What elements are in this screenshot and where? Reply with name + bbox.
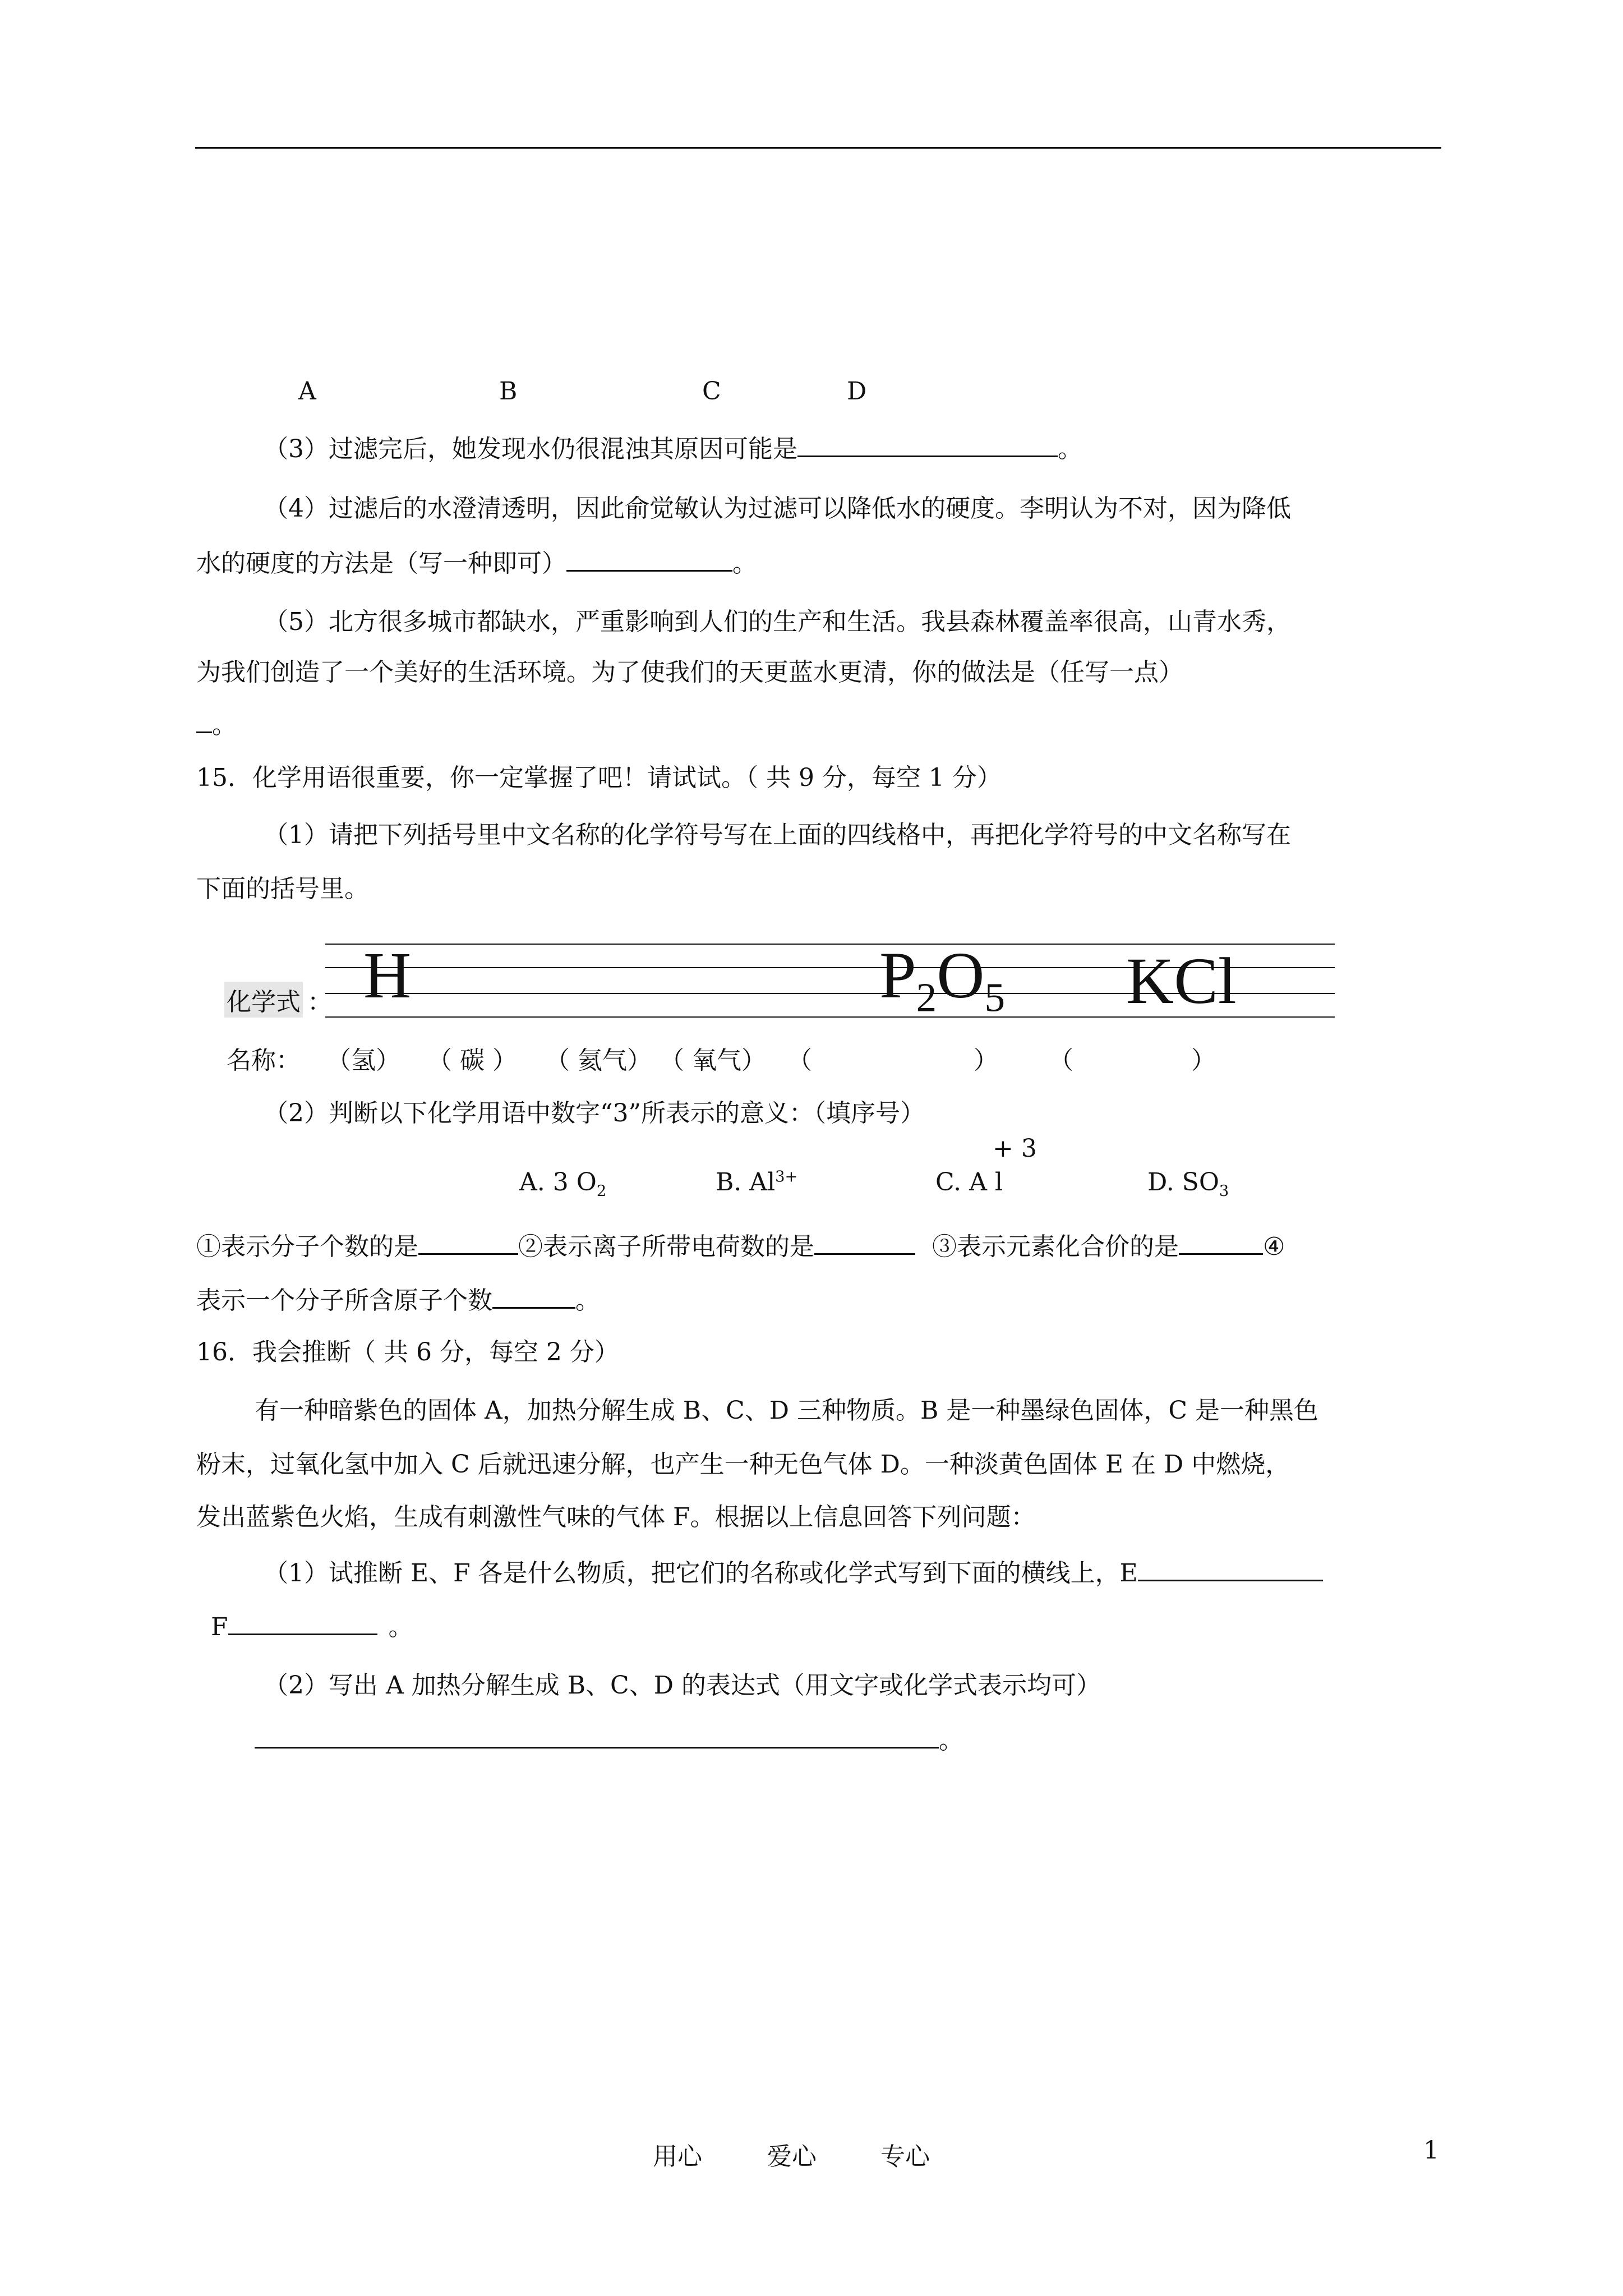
name-blank1-open[interactable]: （ bbox=[787, 1046, 812, 1075]
option-label-d: D bbox=[847, 377, 867, 406]
answer-blank[interactable] bbox=[255, 1721, 939, 1749]
formula-p: P bbox=[879, 938, 916, 1012]
q16-body-line2: 粉末，过氧化氢中加入 C 后就迅速分解，也产生一种无色气体 D。一种淡黄色固体 E 在 D 中燃烧， bbox=[196, 1450, 1290, 1479]
answer-blank[interactable] bbox=[1138, 1554, 1323, 1581]
q16-part1-f bbox=[211, 1607, 413, 1642]
answer-2-text: ②表示离子所带电荷数的是 bbox=[518, 1232, 814, 1261]
formula-label bbox=[224, 982, 303, 1018]
punct: 。 bbox=[388, 1613, 413, 1641]
q14-part4-text: 水的硬度的方法是（写一种即可） bbox=[196, 549, 566, 578]
q16-part1-text: （1）试推断 E、F 各是什么物质，把它们的名称或化学式写到下面的横线上，E bbox=[264, 1559, 1138, 1588]
punct: 。 bbox=[1058, 435, 1082, 463]
q14-part4-line1: （4）过滤后的水澄清透明，因此俞觉敏认为过滤可以降低水的硬度。李明认为不对，因为降低 bbox=[264, 494, 1291, 523]
formula-h bbox=[363, 938, 412, 1012]
q14-part3-text: （3）过滤完后，她发现水仍很混浊其原因可能是 bbox=[264, 435, 797, 463]
header-rule bbox=[195, 147, 1441, 149]
answer-blank[interactable] bbox=[228, 1608, 377, 1635]
punct: 。 bbox=[212, 711, 237, 739]
footer-item-2: 爱心 bbox=[767, 2142, 817, 2171]
answer-blank[interactable] bbox=[492, 1281, 575, 1309]
q14-part5-line1: （5）北方很多城市都缺水，严重影响到人们的生产和生活。我县森林覆盖率很高，山青水秀， bbox=[264, 608, 1291, 636]
q14-part4-line2 bbox=[196, 543, 757, 579]
option-b-text: B. Al bbox=[716, 1168, 776, 1197]
name-blank2-close: ） bbox=[1191, 1046, 1216, 1075]
answer-1-text: ①表示分子个数的是 bbox=[196, 1232, 418, 1261]
q16-part2: （2）写出 A 加热分解生成 B、C、D 的表达式（用文字或化学式表示均可） bbox=[264, 1671, 1101, 1700]
q15-part1-line1: （1）请把下列括号里中文名称的化学符号写在上面的四线格中，再把化学符号的中文名称写在 bbox=[264, 821, 1291, 849]
name-helium: （ 氦气） bbox=[545, 1046, 652, 1075]
answer-blank[interactable] bbox=[1179, 1227, 1263, 1255]
q16-part2-answer bbox=[255, 1720, 963, 1756]
option-d-text: D. SO bbox=[1147, 1168, 1219, 1197]
formula-label-text: 化学式 bbox=[227, 988, 301, 1016]
q15-answers-line2 bbox=[196, 1280, 600, 1316]
formula-o: O bbox=[937, 938, 985, 1012]
q16-body-line3: 发出蓝紫色火焰，生成有刺激性气味的气体 F。根据以上信息回答下列问题： bbox=[196, 1503, 1036, 1531]
q15-part1-line2: 下面的括号里。 bbox=[196, 875, 369, 903]
q16-title: 16．我会推断（ 共 6 分，每空 2 分） bbox=[196, 1338, 619, 1366]
option-c: C. A l bbox=[935, 1168, 1003, 1197]
q14-part5-line3 bbox=[196, 705, 237, 740]
footer-item-3: 专心 bbox=[880, 2142, 930, 2171]
answer-blank[interactable] bbox=[418, 1227, 518, 1255]
q15-title: 15．化学用语很重要，你一定掌握了吧！请试试。（ 共 9 分，每空 1 分） bbox=[196, 763, 1002, 792]
names-label: 名称： bbox=[227, 1046, 301, 1075]
option-b-sup: 3+ bbox=[775, 1168, 798, 1186]
q16-f-label: F bbox=[211, 1613, 228, 1641]
formula-p-sub: 2 bbox=[916, 974, 937, 1020]
formula-kcl bbox=[1126, 944, 1237, 1018]
name-blank1-close: ） bbox=[974, 1046, 998, 1075]
answer-4-cont: 表示一个分子所含原子个数 bbox=[196, 1286, 492, 1315]
answer-4-text: ④ bbox=[1263, 1232, 1285, 1261]
formula-colon: ： bbox=[307, 988, 332, 1016]
option-d-sub: 3 bbox=[1219, 1182, 1229, 1200]
q14-part3 bbox=[264, 429, 1082, 464]
name-oxygen: （ 氧气） bbox=[660, 1046, 766, 1075]
q15-part2: （2）判断以下化学用语中数字“3”所表示的意义：（填序号） bbox=[264, 1099, 925, 1128]
answer-blank[interactable] bbox=[566, 544, 732, 572]
answer-blank[interactable] bbox=[814, 1227, 915, 1255]
punct: 。 bbox=[575, 1286, 600, 1315]
name-hydrogen: （氢） bbox=[326, 1046, 400, 1075]
answer-blank[interactable] bbox=[196, 706, 212, 733]
q16-part1 bbox=[264, 1553, 1323, 1589]
punct: 。 bbox=[732, 549, 757, 578]
formula-p2o5 bbox=[879, 938, 1006, 1020]
q15-answers-line1 bbox=[196, 1226, 1285, 1262]
option-b bbox=[716, 1168, 797, 1197]
name-carbon: （ 碳 ） bbox=[427, 1046, 517, 1075]
footer-item-1: 用心 bbox=[653, 2142, 702, 2171]
q16-body-line1: 有一种暗紫色的固体 A，加热分解生成 B、C、D 三种物质。B 是一种墨绿色固体，C 是一种黑色 bbox=[255, 1396, 1318, 1425]
option-label-b: B bbox=[499, 377, 518, 406]
formula-o-sub: 5 bbox=[984, 974, 1006, 1020]
option-a bbox=[519, 1168, 606, 1200]
answer-3-text: ③表示元素化合价的是 bbox=[932, 1232, 1179, 1261]
option-label-c: C bbox=[702, 377, 721, 406]
q14-part5-line2: 为我们创造了一个美好的生活环境。为了使我们的天更蓝水更清，你的做法是（任写一点） bbox=[196, 658, 1183, 687]
option-a-sub: 2 bbox=[596, 1182, 607, 1200]
valence-mark: + 3 bbox=[993, 1134, 1037, 1163]
page-number: 1 bbox=[1423, 2136, 1439, 2165]
formula-kcl-text: KCl bbox=[1126, 944, 1237, 1018]
option-label-a: A bbox=[298, 377, 316, 406]
name-blank2-open[interactable]: （ bbox=[1049, 1046, 1073, 1075]
punct: 。 bbox=[939, 1726, 963, 1755]
option-d bbox=[1147, 1168, 1229, 1200]
option-a-text: A. 3 O bbox=[519, 1168, 597, 1197]
answer-blank[interactable] bbox=[797, 430, 1058, 457]
formula-h-text: H bbox=[363, 938, 412, 1012]
